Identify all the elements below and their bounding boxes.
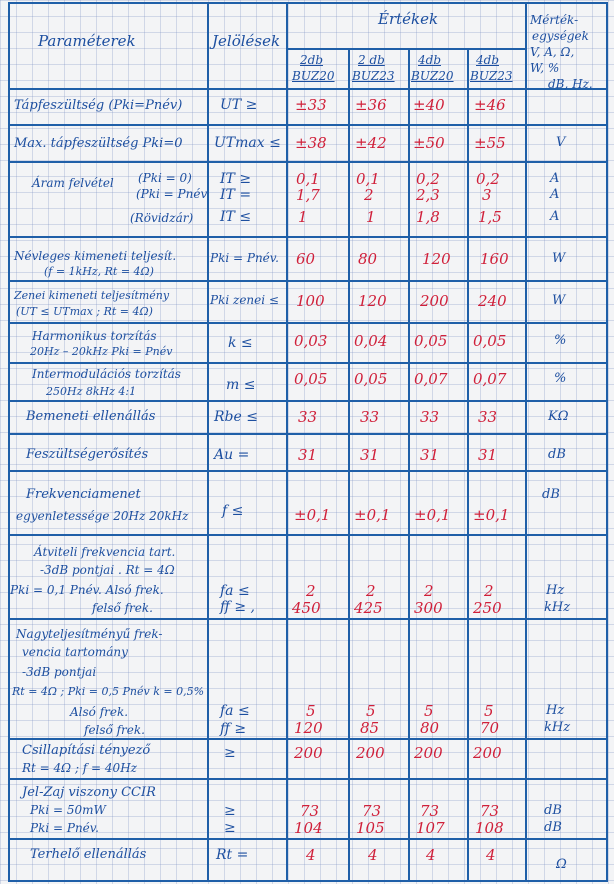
row-divider <box>8 470 608 472</box>
value-cell: 31 <box>360 446 380 464</box>
value-cell: 3 <box>482 186 492 204</box>
param-symbol: UT ≥ <box>220 97 258 113</box>
row-divider <box>8 362 608 364</box>
col-divider <box>606 2 608 882</box>
param-symbol: UTmax ≤ <box>214 135 281 151</box>
value-cell: 4 <box>368 846 378 864</box>
value-cell: 0,05 <box>294 370 328 388</box>
value-cell: ±50 <box>413 134 445 152</box>
value-cell: 33 <box>360 408 380 426</box>
row-divider <box>8 433 608 435</box>
row-divider <box>8 2 608 4</box>
param-label: Zenei kimeneti teljesítmény <box>14 289 170 302</box>
value-cell: 33 <box>478 408 498 426</box>
value-cell: 200 <box>473 744 502 762</box>
value-cell: ±55 <box>474 134 506 152</box>
param-label: Nagyteljesítményű frek- <box>16 627 163 641</box>
value-cell: 73 <box>300 802 320 820</box>
value-cell: 120 <box>294 719 323 737</box>
param-symbol: Rbe ≤ <box>214 409 258 425</box>
param-label: Harmonikus torzítás <box>32 329 157 343</box>
value-cell: 33 <box>420 408 440 426</box>
value-cell: 2 <box>306 582 316 600</box>
value-cell: ±0,1 <box>354 506 391 524</box>
unit-cell: Hz <box>546 583 565 598</box>
row-divider <box>8 778 608 780</box>
value-cell: 0,1 <box>296 170 320 188</box>
value-cell: ±0,1 <box>473 506 510 524</box>
param-label: -3dB pontjai <box>22 665 97 679</box>
header-units: V, A, Ω, <box>530 45 575 59</box>
value-cell: 73 <box>362 802 382 820</box>
param-condition: (UT ≤ UTmax ; Rt = 4Ω) <box>16 305 153 318</box>
param-label: Névleges kimeneti teljesít. <box>14 249 177 263</box>
param-label: Tápfeszültség (Pki=Pnév) <box>14 98 183 113</box>
param-label: felső frek. <box>84 723 145 737</box>
header-units: Mérték- <box>530 13 579 27</box>
value-cell: 0,05 <box>473 332 507 350</box>
param-symbol: IT = <box>220 187 252 203</box>
value-cell: 0,07 <box>473 370 507 388</box>
value-cell: 4 <box>486 846 496 864</box>
value-cell: 160 <box>480 250 509 268</box>
value-cell: 2,3 <box>416 186 440 204</box>
row-divider <box>8 322 608 324</box>
row-divider <box>8 236 608 238</box>
param-label: Intermodulációs torzítás <box>32 367 181 381</box>
value-cell: 85 <box>360 719 380 737</box>
column-header-bottom: BUZ20 <box>411 69 454 83</box>
param-label: Pki = 0,1 Pnév. Alsó frek. <box>10 583 164 597</box>
value-cell: 2 <box>366 582 376 600</box>
value-cell: 31 <box>298 446 318 464</box>
param-symbol: Pki = Pnév. <box>210 251 279 265</box>
value-cell: 73 <box>420 802 440 820</box>
param-condition: (f = 1kHz, Rt = 4Ω) <box>44 265 154 278</box>
value-cell: 2 <box>424 582 434 600</box>
value-cell: 105 <box>356 819 385 837</box>
unit-cell: dB <box>542 487 560 502</box>
param-label: felső frek. <box>92 601 153 615</box>
col-divider <box>207 2 209 882</box>
value-cell: ±0,1 <box>294 506 331 524</box>
column-header-top: 4db <box>418 53 441 67</box>
column-header-bottom: BUZ23 <box>352 69 395 83</box>
param-condition: Pki = 50mW <box>30 803 106 817</box>
param-symbol: m ≤ <box>226 377 256 393</box>
row-divider <box>288 48 525 50</box>
param-label: vencia tartomány <box>22 645 128 659</box>
value-cell: 1 <box>366 208 376 226</box>
value-cell: 0,1 <box>356 170 380 188</box>
value-cell: 5 <box>366 702 376 720</box>
value-cell: 200 <box>420 292 449 310</box>
value-cell: 5 <box>306 702 316 720</box>
param-label: Jel-Zaj viszony CCIR <box>22 785 156 800</box>
param-condition: (Pki = Pnév <box>136 187 208 201</box>
value-cell: ±33 <box>295 96 327 114</box>
col-divider <box>408 48 410 882</box>
param-symbol: ff ≥ , <box>220 599 255 615</box>
value-cell: ±36 <box>355 96 387 114</box>
value-cell: 2 <box>364 186 374 204</box>
row-divider <box>8 88 608 90</box>
value-cell: 0,2 <box>476 170 500 188</box>
value-cell: 300 <box>414 599 443 617</box>
unit-cell: W <box>552 293 566 308</box>
value-cell: 120 <box>358 292 387 310</box>
unit-cell: A <box>550 209 560 224</box>
unit-cell: Hz <box>546 703 565 718</box>
param-symbol: Au = <box>214 447 250 463</box>
col-divider <box>525 2 527 882</box>
param-label: Feszültségerősítés <box>26 447 149 462</box>
value-cell: 104 <box>294 819 323 837</box>
value-cell: 4 <box>426 846 436 864</box>
param-condition: Rt = 4Ω ; f = 40Hz <box>22 761 137 775</box>
param-label: Rt = 4Ω ; Pki = 0,5 Pnév k = 0,5% <box>12 685 205 698</box>
row-divider <box>8 161 608 163</box>
col-divider <box>467 48 469 882</box>
header-units: W, % <box>530 61 560 75</box>
param-label: -3dB pontjai . Rt = 4Ω <box>40 563 175 577</box>
param-symbol: fa ≤ <box>220 583 250 599</box>
column-header-bottom: BUZ20 <box>292 69 335 83</box>
unit-cell: dB <box>544 803 562 818</box>
param-symbol: Rt = <box>216 847 249 863</box>
value-cell: 4 <box>306 846 316 864</box>
value-cell: 450 <box>292 599 321 617</box>
header-parameters: Paraméterek <box>38 32 136 50</box>
value-cell: 1 <box>298 208 308 226</box>
value-cell: 240 <box>478 292 507 310</box>
value-cell: 0,2 <box>416 170 440 188</box>
param-label: (Rövidzár) <box>130 211 194 225</box>
row-divider <box>8 280 608 282</box>
value-cell: ±42 <box>355 134 387 152</box>
row-divider <box>8 400 608 402</box>
value-cell: 200 <box>414 744 443 762</box>
param-label: Bemeneti ellenállás <box>26 409 156 424</box>
param-condition: 20Hz – 20kHz Pki = Pnév <box>30 345 173 358</box>
value-cell: 80 <box>420 719 440 737</box>
header-units: dB, Hz. <box>548 77 593 91</box>
value-cell: 31 <box>420 446 440 464</box>
param-label: Alsó frek. <box>70 705 129 719</box>
value-cell: 425 <box>354 599 383 617</box>
value-cell: 200 <box>294 744 323 762</box>
unit-cell: kHz <box>544 720 571 735</box>
header-units: egységek <box>532 29 589 43</box>
param-label: Terhelő ellenállás <box>30 847 147 862</box>
unit-cell: dB <box>548 447 566 462</box>
value-cell: 0,05 <box>354 370 388 388</box>
value-cell: 0,07 <box>414 370 448 388</box>
value-cell: 5 <box>484 702 494 720</box>
value-cell: 1,7 <box>296 186 320 204</box>
param-symbol: ≥ <box>224 803 236 819</box>
value-cell: 250 <box>473 599 502 617</box>
column-header-top: 4db <box>476 53 499 67</box>
row-divider <box>8 124 608 126</box>
header-values: Értékek <box>378 10 439 28</box>
param-symbol: ≥ <box>224 745 236 761</box>
value-cell: ±46 <box>474 96 506 114</box>
column-header-bottom: BUZ23 <box>470 69 513 83</box>
value-cell: 60 <box>296 250 316 268</box>
value-cell: 1,5 <box>478 208 502 226</box>
param-condition: 250Hz 8kHz 4:1 <box>46 385 137 398</box>
header-symbols: Jelölések <box>212 32 281 50</box>
unit-cell: % <box>554 333 567 348</box>
value-cell: 0,03 <box>294 332 328 350</box>
value-cell: 33 <box>298 408 318 426</box>
value-cell: 5 <box>424 702 434 720</box>
param-condition: egyenletessége 20Hz 20kHz <box>16 509 189 523</box>
value-cell: ±38 <box>295 134 327 152</box>
unit-cell: W <box>552 251 566 266</box>
column-header-top: 2db <box>300 53 323 67</box>
value-cell: 100 <box>296 292 325 310</box>
unit-cell: V <box>556 135 566 150</box>
value-cell: 31 <box>478 446 498 464</box>
value-cell: 200 <box>356 744 385 762</box>
param-label: Áram felvétel <box>32 176 114 190</box>
param-label: Max. tápfeszültség Pki=0 <box>14 136 183 151</box>
col-divider <box>286 2 288 882</box>
unit-cell: A <box>550 187 560 202</box>
row-divider <box>8 618 608 620</box>
param-symbol: Pki zenei ≤ <box>210 293 279 307</box>
row-divider <box>8 838 608 840</box>
col-divider <box>8 2 10 882</box>
param-symbol: f ≤ <box>222 503 244 519</box>
param-condition: Pki = Pnév. <box>30 821 99 835</box>
col-divider <box>348 48 350 882</box>
value-cell: 0,04 <box>354 332 388 350</box>
column-header-top: 2 db <box>358 53 385 67</box>
param-condition: (Pki = 0) <box>138 171 192 185</box>
value-cell: 73 <box>480 802 500 820</box>
param-label: Átviteli frekvencia tart. <box>34 545 176 559</box>
param-label: Csillapítási tényező <box>22 743 151 758</box>
unit-cell: kHz <box>544 600 571 615</box>
row-divider <box>8 880 608 882</box>
value-cell: 70 <box>480 719 500 737</box>
unit-cell: KΩ <box>548 409 569 424</box>
value-cell: ±40 <box>413 96 445 114</box>
param-symbol: IT ≤ <box>220 209 252 225</box>
value-cell: 1,8 <box>416 208 440 226</box>
param-symbol: k ≤ <box>228 335 253 351</box>
unit-cell: % <box>554 371 567 386</box>
row-divider <box>8 738 608 740</box>
unit-cell: A <box>550 171 560 186</box>
param-symbol: ≥ <box>224 820 236 836</box>
unit-cell: Ω <box>556 857 567 872</box>
value-cell: 80 <box>358 250 378 268</box>
value-cell: ±0,1 <box>414 506 451 524</box>
param-symbol: fa ≤ <box>220 703 250 719</box>
param-symbol: IT ≥ <box>220 171 252 187</box>
value-cell: 120 <box>422 250 451 268</box>
row-divider <box>8 534 608 536</box>
value-cell: 108 <box>475 819 504 837</box>
value-cell: 2 <box>484 582 494 600</box>
value-cell: 0,05 <box>414 332 448 350</box>
param-symbol: ff ≥ <box>220 721 247 737</box>
unit-cell: dB <box>544 820 562 835</box>
param-label: Frekvenciamenet <box>26 487 141 502</box>
value-cell: 107 <box>416 819 445 837</box>
